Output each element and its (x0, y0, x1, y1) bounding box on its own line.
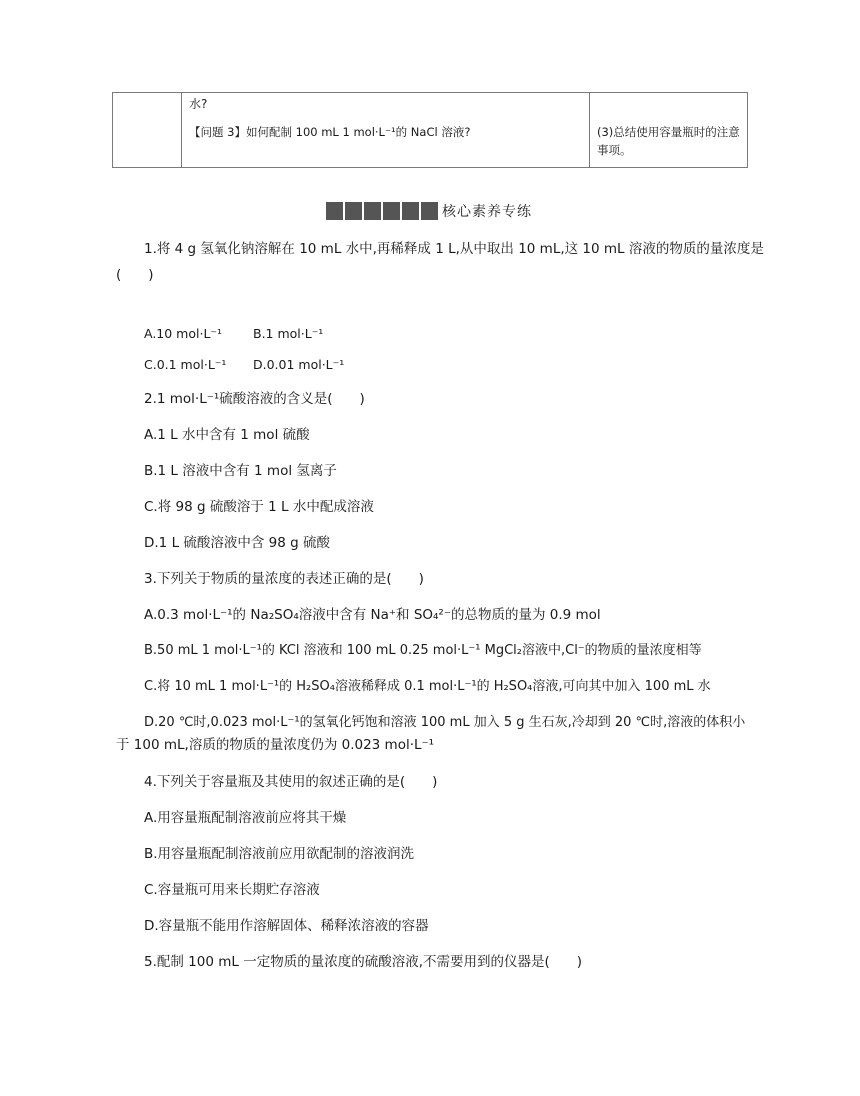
q1-option-b: B.1 mol·L⁻¹ (253, 326, 324, 341)
q4-option-c: C.容量瓶可用来长期贮存溶液 (144, 882, 320, 898)
table-divider-right (589, 93, 590, 167)
q1-stem-line2: ( ) (116, 267, 154, 283)
table-divider-left (181, 93, 182, 167)
problem-3-text: 【问题 3】如何配制 100 mL 1 mol·L⁻¹的 NaCl 溶液? (189, 125, 471, 139)
section-banner (326, 202, 532, 220)
right-cell-line1: (3)总结使用容量瓶时的注意 (597, 125, 740, 139)
right-cell-line2: 事项。 (597, 143, 632, 157)
q1-option-c: C.0.1 mol·L⁻¹ (144, 357, 227, 372)
q3-option-c: C.将 10 mL 1 mol·L⁻¹的 H₂SO₄溶液稀释成 0.1 mol·L⁻¹的 H₂SO₄溶液,可向其中加入 100 mL 水 (144, 679, 711, 694)
q2-option-b: B.1 L 溶液中含有 1 mol 氢离子 (144, 463, 337, 479)
q3-stem: 3.下列关于物质的量浓度的表述正确的是( ) (144, 571, 424, 587)
q3-option-b: B.50 mL 1 mol·L⁻¹的 KCl 溶液和 100 mL 0.25 mol·L⁻¹ MgCl₂溶液中,Cl⁻的物质的量浓度相等 (144, 643, 702, 658)
q4-option-d: D.容量瓶不能用作溶解固体、稀释浓溶液的容器 (144, 918, 429, 934)
q3-option-a: A.0.3 mol·L⁻¹的 Na₂SO₄溶液中含有 Na⁺和 SO₄²⁻的总物质的量为 0.9 mol (144, 607, 601, 623)
q3-option-d-line2: 于 100 mL,溶质的物质的量浓度仍为 0.023 mol·L⁻¹ (116, 737, 435, 753)
banner-blocks (326, 202, 440, 220)
q1-option-a: A.10 mol·L⁻¹ (144, 326, 223, 341)
info-table (112, 92, 748, 168)
q4-stem: 4.下列关于容量瓶及其使用的叙述正确的是( ) (144, 774, 438, 790)
q4-option-b: B.用容量瓶配制溶液前应用欲配制的溶液润洗 (144, 846, 415, 862)
q2-stem: 2.1 mol·L⁻¹硫酸溶液的含义是( ) (144, 391, 365, 407)
q5-stem: 5.配制 100 mL 一定物质的量浓度的硫酸溶液,不需要用到的仪器是( ) (144, 954, 583, 970)
table-text-line1: 水? (189, 97, 208, 111)
q1-option-d: D.0.01 mol·L⁻¹ (253, 357, 345, 372)
q2-option-c: C.将 98 g 硫酸溶于 1 L 水中配成溶液 (144, 499, 374, 515)
q3-option-d-line1: D.20 ℃时,0.023 mol·L⁻¹的氢氧化钙饱和溶液 100 mL 加入 5 g 生石灰,冷却到 20 ℃时,溶液的体积小 (144, 715, 746, 730)
q4-option-a: A.用容量瓶配制溶液前应将其干燥 (144, 810, 347, 826)
q2-option-d: D.1 L 硫酸溶液中含 98 g 硫酸 (144, 535, 331, 551)
q2-option-a: A.1 L 水中含有 1 mol 硫酸 (144, 427, 310, 443)
section-title: 核心素养专练 (442, 204, 532, 220)
q1-stem-line1: 1.将 4 g 氢氧化钠溶解在 10 mL 水中,再稀释成 1 L,从中取出 10 mL,这 10 mL 溶液的物质的量浓度是 (144, 241, 764, 257)
